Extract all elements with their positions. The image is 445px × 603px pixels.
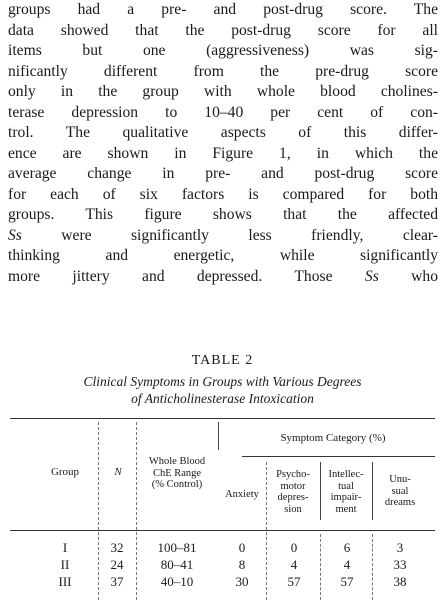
table-caption	[0, 373, 445, 407]
cell-range: 80–41	[160, 557, 194, 572]
text-line: data showed that the post-drug score for all	[8, 21, 438, 39]
cell-dreams: 38	[393, 574, 407, 589]
header-line: Intellec-	[328, 469, 364, 480]
text-line: thinking and energetic, while significantly	[8, 247, 438, 264]
cell-psychomotor: 0	[290, 540, 298, 555]
cell-n: 24	[110, 557, 124, 572]
table-header-rule	[10, 530, 435, 531]
header-line: depres-	[277, 492, 309, 503]
cell-anxiety: 30	[235, 574, 249, 589]
column-divider	[136, 422, 137, 600]
text-line: groups. This figure shows that the affected	[8, 206, 438, 223]
header-line: (% Control)	[151, 479, 203, 490]
header-anxiety: Anxiety	[225, 489, 259, 500]
cell-psychomotor: 57	[287, 574, 301, 589]
body-paragraph	[8, 0, 438, 287]
cell-range: 40–10	[160, 574, 194, 589]
header-dreams	[374, 474, 426, 509]
text-line: only in the group with whole blood cholines-	[8, 83, 438, 100]
header-line: ment	[335, 503, 357, 515]
table-caption-line: Clinical Symptoms in Groups with Various Degrees	[83, 374, 362, 389]
text-line: items but one (aggressiveness) was sig-	[8, 42, 438, 59]
header-line: impair-	[330, 492, 362, 503]
text-line: ence are shown in Figure 1, in which the	[8, 144, 438, 162]
header-line: sion	[284, 503, 302, 515]
header-line: sual	[391, 485, 409, 497]
cell-psychomotor: 4	[290, 557, 298, 572]
text-line: trol. The qualitative aspects of this differ-	[8, 124, 438, 141]
cell-anxiety: 0	[238, 540, 246, 555]
header-whole-blood	[138, 456, 216, 491]
column-divider	[98, 422, 99, 600]
text-line: nificantly different from the pre-drug score	[8, 62, 438, 80]
header-psychomotor	[266, 469, 320, 515]
cell-range: 100–81	[157, 540, 197, 555]
table-caption-line: of Anticholinesterase Intoxication	[131, 391, 314, 406]
table-title: TABLE 2	[191, 353, 254, 368]
header-intellectual	[320, 469, 372, 515]
column-divider	[218, 422, 219, 450]
header-line: Psycho-	[276, 469, 310, 480]
symptom-category-rule	[242, 456, 435, 457]
cell-group: I	[62, 540, 68, 555]
cell-intellectual: 6	[343, 540, 351, 555]
header-symptom-category: Symptom Category (%)	[280, 432, 386, 444]
header-line: dreams	[384, 497, 416, 508]
header-n: N	[114, 466, 122, 478]
cell-intellectual: 57	[340, 574, 354, 589]
cell-n: 32	[110, 540, 124, 555]
cell-dreams: 3	[396, 540, 404, 555]
text-line: average change in pre- and post-drug score	[8, 165, 438, 182]
cell-dreams: 33	[393, 557, 407, 572]
text-line: groups had a pre- and post-drug score. The	[8, 1, 438, 18]
header-line: tual	[338, 480, 354, 492]
cell-group: III	[58, 574, 72, 589]
cell-group: II	[60, 557, 70, 572]
header-line: motor	[280, 480, 306, 492]
column-divider	[320, 534, 321, 600]
text-line: Ss were significantly less friendly, clear-	[8, 226, 438, 244]
header-line: ChE Range	[152, 467, 202, 479]
column-divider	[372, 534, 373, 600]
header-line: Whole Blood	[148, 456, 206, 467]
header-line: Unu-	[389, 474, 411, 485]
cell-intellectual: 4	[343, 557, 351, 572]
header-group: Group	[50, 466, 80, 478]
cell-anxiety: 8	[238, 557, 246, 572]
table-top-rule	[10, 418, 435, 419]
column-divider	[372, 462, 373, 520]
text-line: more jittery and depressed. Those Ss who	[8, 267, 438, 285]
text-line: for each of six factors is compared for both	[8, 185, 438, 203]
text-line: terase depression to 10–40 per cent of con-	[8, 103, 438, 121]
cell-n: 37	[110, 574, 124, 589]
